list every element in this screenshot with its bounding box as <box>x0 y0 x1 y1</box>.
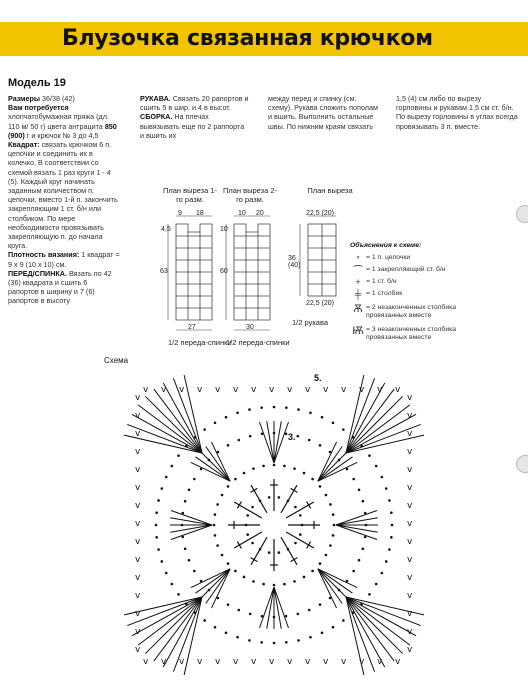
chain-dot <box>227 444 230 447</box>
chain-dot <box>273 584 276 587</box>
plan1-top-a: 9 <box>178 210 182 217</box>
chain-v-mark: v <box>305 385 311 395</box>
chain-v-mark: v <box>395 385 401 395</box>
chain-dot <box>278 496 281 499</box>
stitch-line <box>346 597 403 654</box>
chain-dot <box>319 444 322 447</box>
chain-dot <box>329 544 332 547</box>
chain-dot <box>236 411 239 414</box>
square-label: Квадрат: <box>8 140 40 150</box>
chain-v-mark: v <box>161 657 167 667</box>
plan3-top: 22,5 (20) <box>306 210 335 217</box>
stitch-line <box>281 485 297 513</box>
chain-dot <box>285 406 288 409</box>
chain-dot <box>321 631 324 634</box>
stitch-line <box>191 569 230 588</box>
chain-dot <box>216 503 219 506</box>
chain-dot <box>160 487 163 490</box>
chain-dot <box>248 639 251 642</box>
stitch-line <box>170 518 212 525</box>
chain-dot <box>234 478 237 481</box>
legend-item-text: = 1 ст. б/н <box>366 278 397 285</box>
chain-dot <box>380 476 383 479</box>
chain-dot <box>234 570 237 573</box>
chain-v-mark: v <box>407 429 413 439</box>
chain-v-mark: v <box>135 627 141 637</box>
chain-dot <box>188 559 191 562</box>
stitch-bar <box>251 488 258 492</box>
stitch-line <box>336 518 378 525</box>
chain-dot <box>342 619 345 622</box>
chain-dot <box>227 603 230 606</box>
chain-dot <box>227 562 230 565</box>
chain-dot <box>171 465 174 468</box>
chain-v-mark: v <box>305 657 311 667</box>
chain-dot <box>214 513 217 516</box>
chain-dot <box>203 619 206 622</box>
plan2-top-b: 20 <box>256 210 264 217</box>
chain-v-mark: v <box>359 657 365 667</box>
need-amount: 850 (900) <box>8 121 117 140</box>
chain-dot <box>299 514 302 517</box>
plan3-title: План выреза <box>307 186 353 195</box>
chain-dot <box>309 411 312 414</box>
chain-v-mark: v <box>323 385 329 395</box>
front-text: Вязать по 42 (36) квадрата и сшить 6 рапортов в ширину и 7 (6) рапортов в высоту <box>8 268 112 306</box>
chain-v-mark: v <box>135 519 141 529</box>
plan1-left-b: 63 <box>160 268 168 275</box>
chain-dot <box>332 422 335 425</box>
chain-dot <box>293 467 296 470</box>
chain-v-mark: v <box>233 657 239 667</box>
chain-v-mark: v <box>233 385 239 395</box>
chain-v-mark: v <box>377 657 383 667</box>
chain-v-mark: v <box>287 657 293 667</box>
chain-dot <box>329 503 332 506</box>
stitch-line <box>281 537 297 565</box>
density-label: Плотность вязания: <box>8 250 80 260</box>
round-3-label: 3. <box>288 432 296 442</box>
chain-dot <box>278 551 281 554</box>
chain-v-mark: v <box>135 465 141 475</box>
chain-dot <box>297 408 300 411</box>
stitch-line <box>200 569 230 599</box>
chain-dot <box>308 609 311 612</box>
plan2-bottom: 30 <box>246 324 254 331</box>
chain-dot <box>160 560 163 563</box>
stitch-line <box>191 462 230 481</box>
chain-dot <box>333 524 336 527</box>
chain-stitch-icon: ∘ <box>355 253 361 262</box>
chain-dot <box>362 548 365 551</box>
assembly-text: На плечах вывязывать еще по 2 раппорта и вшить их <box>140 112 245 140</box>
page-title: Блузочка связанная крючком <box>62 26 433 51</box>
chain-dot <box>297 435 300 438</box>
stitch-bar <box>237 542 241 549</box>
chain-dot <box>249 613 252 616</box>
chain-dot <box>285 641 288 644</box>
stitch-line <box>274 587 281 629</box>
chain-dot <box>225 631 228 634</box>
chain-dot <box>157 499 160 502</box>
chain-dot <box>309 636 312 639</box>
stitch-line <box>251 537 267 565</box>
chain-dot <box>221 554 224 557</box>
sizes-label: Размеры <box>8 94 41 103</box>
chain-v-mark: v <box>161 385 167 395</box>
chain-dot <box>358 488 361 491</box>
front-label: ПЕРЕД/СПИНКА. <box>8 268 67 278</box>
chain-dot <box>262 583 265 586</box>
chain-dot <box>249 435 252 438</box>
chain-dot <box>184 548 187 551</box>
stitch-bar <box>251 558 258 562</box>
stitch-line <box>200 451 230 481</box>
front-back-label-1: 1/2 переда-спинки <box>168 338 232 347</box>
chain-v-mark: v <box>407 393 413 403</box>
chain-v-mark: v <box>269 385 275 395</box>
plan2-top-a: 10 <box>238 210 246 217</box>
stitch-line <box>211 569 230 608</box>
stitch-bar <box>237 502 241 509</box>
chain-dot <box>268 551 271 554</box>
chain-v-mark: v <box>135 573 141 583</box>
chain-v-mark: v <box>135 591 141 601</box>
slip-stitch-icon: ⌒ <box>353 265 363 275</box>
chain-dot <box>352 478 355 481</box>
chain-v-mark: v <box>215 385 221 395</box>
chain-dot <box>368 593 371 596</box>
chain-dot <box>342 428 345 431</box>
chain-dot <box>311 478 314 481</box>
chain-dot <box>203 428 206 431</box>
chain-dot <box>251 506 254 509</box>
stitch-line <box>145 597 202 654</box>
assembly-label: СБОРКА. <box>140 112 173 122</box>
chain-dot <box>308 439 311 442</box>
chain-dot <box>214 422 217 425</box>
plan2-left-b: 60 <box>220 268 228 275</box>
chain-dot <box>246 533 249 536</box>
chain-v-mark: v <box>143 385 149 395</box>
chain-dot <box>268 496 271 499</box>
stitch-line <box>318 569 357 588</box>
stitch-line <box>336 510 377 525</box>
stitch-line <box>251 485 267 513</box>
chain-v-mark: v <box>287 385 293 395</box>
chain-v-mark: v <box>407 447 413 457</box>
chain-v-mark: v <box>143 657 149 667</box>
double-crochet-icon: ╪ <box>354 289 362 299</box>
stitch-line <box>170 525 212 532</box>
chain-v-mark: v <box>251 657 257 667</box>
chain-v-mark: v <box>197 385 203 395</box>
chain-dot <box>390 511 393 514</box>
stitch-line <box>145 396 202 453</box>
chain-dot <box>368 454 371 457</box>
binder-hole <box>516 455 528 473</box>
chain-dot <box>260 406 263 409</box>
chain-dot <box>260 641 263 644</box>
stitch-line <box>259 587 274 628</box>
front-back-label-2: 1/2 переда-спинки <box>226 338 290 347</box>
chain-v-mark: v <box>407 555 413 565</box>
chain-dot <box>165 476 168 479</box>
plan2-title: План выреза 2-го разм. <box>222 186 278 204</box>
col3-text: между перед и спинку (см. схему). Рукава сложить пополам и вшить. Выполнить остальные швы. По нижним краям связать <box>268 94 378 131</box>
chain-dot <box>213 524 216 527</box>
chain-dot <box>193 478 196 481</box>
chain-v-mark: v <box>407 465 413 475</box>
chain-dot <box>248 408 251 411</box>
chain-v-mark: v <box>341 385 347 395</box>
sizes-value: 36/38 (42) <box>42 94 75 103</box>
chain-v-mark: v <box>407 591 413 601</box>
legend-title: Объяснения к схеме: <box>350 242 422 249</box>
sleeve-label: РУКАВА. <box>140 94 171 103</box>
sleeve-half-label: 1/2 рукава <box>292 318 329 327</box>
chain-dot <box>262 465 265 468</box>
chain-dot <box>388 499 391 502</box>
chain-dot <box>243 472 246 475</box>
chain-dot <box>227 485 230 488</box>
stitch-bar <box>307 502 311 509</box>
need-label: Вам потребуется <box>8 103 69 113</box>
chain-dot <box>246 514 249 517</box>
legend-item-text: = 1 п. цепочки <box>366 254 411 261</box>
chain-dot <box>252 467 255 470</box>
legend-item-text: = 1 закрепляющий ст. б/н <box>366 266 446 273</box>
legend-item-text: = 2 незаконченных столбика провязанных вместе <box>366 304 457 319</box>
chain-v-mark: v <box>407 609 413 619</box>
stitch-line <box>274 422 289 463</box>
stitch-bar <box>291 488 298 492</box>
chain-dot <box>332 513 335 516</box>
plan1-top-b: 18 <box>196 210 204 217</box>
chain-v-mark: v <box>135 483 141 493</box>
stitch-line <box>318 462 357 481</box>
chain-dot <box>237 609 240 612</box>
chain-v-mark: v <box>135 501 141 511</box>
chain-v-mark: v <box>135 537 141 547</box>
chain-dot <box>362 500 365 503</box>
chain-dot <box>297 639 300 642</box>
chain-dot <box>273 406 276 409</box>
chain-dot <box>155 536 158 539</box>
stitch-line <box>318 569 348 599</box>
chain-dot <box>221 494 224 497</box>
chain-dot <box>385 487 388 490</box>
plan1-title: План выреза 1-го разм. <box>162 186 218 204</box>
plan1-left-a: 4,5 <box>161 226 171 233</box>
square-text: связать крючком 6 п. цепочки и соединить их в колечко. В соответствии со схемой вязать 1 раз круги 1 - 4 (5). Каждый круг начинать заданным количеством п. цепочки, вместо 1-й п. закончить закрепляющим 1 ст. б/н или столбиком. По мере необходимости провязывать закрепляющую п. до начала круга. <box>8 140 118 251</box>
chain-dot <box>177 593 180 596</box>
chain-dot <box>297 613 300 616</box>
chain-dot <box>214 534 217 537</box>
plan1-bottom: 27 <box>188 324 196 331</box>
binder-hole <box>516 205 528 223</box>
chain-v-mark: v <box>251 385 257 395</box>
chain-v-mark: v <box>407 537 413 547</box>
chain-dot <box>157 548 160 551</box>
stitch-line <box>336 525 378 532</box>
legend-item-text: = 1 столбик <box>366 290 403 297</box>
stitch-line <box>274 587 289 628</box>
chain-v-mark: v <box>407 483 413 493</box>
chain-v-mark: v <box>323 657 329 667</box>
col4-text: 1,5 (4) см либо по вырезу горловины и рукавам 1,5 см ст. б/н. По вырезу горловины в углах всегда провязывать 3 п. вместе. <box>396 94 518 131</box>
chain-dot <box>294 542 297 545</box>
stitch-line <box>336 525 377 540</box>
chain-dot <box>214 626 217 629</box>
chain-dot <box>177 454 180 457</box>
stitch-line <box>267 421 274 463</box>
stitch-line <box>274 421 281 463</box>
chain-v-mark: v <box>269 657 275 667</box>
chain-dot <box>252 580 255 583</box>
stitch-bar <box>291 558 298 562</box>
chain-v-mark: v <box>135 645 141 655</box>
chain-dot <box>243 576 246 579</box>
chain-v-mark: v <box>135 393 141 403</box>
chain-dot <box>375 465 378 468</box>
chain-v-mark: v <box>407 519 413 529</box>
chain-dot <box>325 494 328 497</box>
plan3-left: 36 (40) <box>288 255 301 269</box>
stitch-line <box>318 451 348 481</box>
chain-dot <box>283 465 286 468</box>
chain-v-mark: v <box>359 385 365 395</box>
chain-dot <box>358 559 361 562</box>
chain-dot <box>321 416 324 419</box>
stitch-line <box>318 569 337 608</box>
chain-v-mark: v <box>179 657 185 667</box>
chain-dot <box>303 472 306 475</box>
chain-v-mark: v <box>377 385 383 395</box>
stitch-line <box>171 510 212 525</box>
chain-dot <box>155 524 158 527</box>
chain-dot <box>332 626 335 629</box>
round-5-label: 5. <box>314 373 322 383</box>
chain-dot <box>390 536 393 539</box>
chain-dot <box>380 572 383 575</box>
chain-v-mark: v <box>179 385 185 395</box>
stitch-line <box>346 396 403 453</box>
plan2-left-a: 10 <box>220 226 228 233</box>
chain-v-mark: v <box>135 555 141 565</box>
chain-v-mark: v <box>215 657 221 667</box>
plan3-bottom: 22,5 (20) <box>306 300 335 307</box>
chain-dot <box>319 485 322 488</box>
need-rest: г и крючок № 3 до 4,5 <box>26 130 99 140</box>
chain-v-mark: v <box>407 411 413 421</box>
chain-dot <box>171 583 174 586</box>
chain-v-mark: v <box>407 627 413 637</box>
chain-v-mark: v <box>135 609 141 619</box>
model-heading: Модель 19 <box>8 77 66 89</box>
chain-dot <box>188 488 191 491</box>
chain-dot <box>216 544 219 547</box>
sleeve-text: Связать 20 рапортов и сшить 5 в шир. и 4 в высот. <box>140 94 249 113</box>
chain-v-mark: v <box>341 657 347 667</box>
chain-dot <box>319 562 322 565</box>
chain-dot <box>303 576 306 579</box>
legend-item-text: = 3 незаконченных столбика провязанных вместе <box>366 326 457 341</box>
chain-dot <box>225 416 228 419</box>
stitch-line <box>211 442 230 481</box>
chain-dot <box>294 506 297 509</box>
chain-v-mark: v <box>197 657 203 667</box>
chain-dot <box>299 533 302 536</box>
scheme-label: Схема <box>104 356 129 365</box>
chain-v-mark: v <box>135 429 141 439</box>
chain-dot <box>311 570 314 573</box>
chain-dot <box>391 524 394 527</box>
chain-v-mark: v <box>135 447 141 457</box>
chain-dot <box>193 570 196 573</box>
chain-dot <box>251 542 254 545</box>
stitch-line <box>267 587 274 629</box>
chain-dot <box>332 534 335 537</box>
need-text: хлопчатобумажная пряжа (дл. 110 м/ 50 г) цвета антрацита <box>8 112 109 131</box>
chain-dot <box>388 548 391 551</box>
density-text: 1 квадрат = 9 x 9 (10 x 10) см. <box>8 250 120 269</box>
chain-v-mark: v <box>407 501 413 511</box>
chain-dot <box>293 580 296 583</box>
chain-v-mark: v <box>407 645 413 655</box>
chain-dot <box>184 500 187 503</box>
chain-dot <box>236 636 239 639</box>
chain-v-mark: v <box>407 573 413 583</box>
chain-dot <box>237 439 240 442</box>
chain-dot <box>165 572 168 575</box>
chain-dot <box>385 560 388 563</box>
chain-dot <box>325 554 328 557</box>
chain-v-mark: v <box>395 657 401 667</box>
single-crochet-icon: + <box>355 277 361 287</box>
dc2tog-icon: Ѫ <box>353 303 363 315</box>
chain-v-mark: v <box>135 411 141 421</box>
stitch-line <box>171 525 212 540</box>
chain-dot <box>273 464 276 467</box>
chain-dot <box>155 511 158 514</box>
stitch-line <box>318 442 337 481</box>
chain-dot <box>375 583 378 586</box>
chain-dot <box>352 570 355 573</box>
chain-dot <box>273 642 276 645</box>
chain-dot <box>283 583 286 586</box>
dc3tog-icon: Ѭ <box>352 325 364 337</box>
stitch-line <box>259 422 274 463</box>
stitch-bar <box>307 542 311 549</box>
chain-dot <box>319 603 322 606</box>
